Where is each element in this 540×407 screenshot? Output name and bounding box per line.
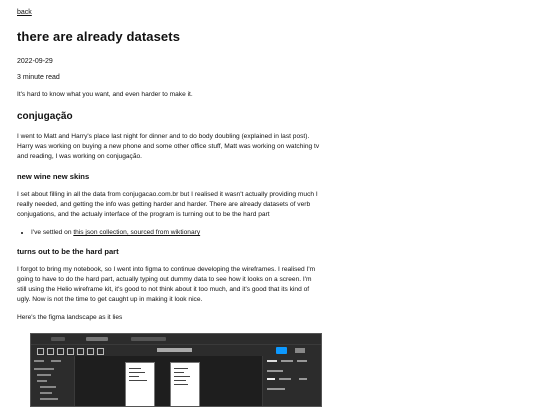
screenshot-canvas [75, 356, 262, 406]
resource-list [17, 228, 200, 238]
page-title: there are already datasets [17, 29, 181, 44]
figure-caption: Here's the figma landscape as it lies [17, 314, 123, 321]
list-item [31, 228, 200, 238]
screenshot-layers-panel [31, 356, 75, 406]
screenshot-design-panel [262, 356, 322, 406]
section-heading-conjugacao: conjugação [17, 111, 73, 122]
paragraph-conjugacao: I went to Matt and Harry's place last night for dinner and to do body doubling (explained in last post). Harry was working on buying a new phone and some other office stuff, Matt was working on watching tv and reading, I was working on conjugação. [17, 133, 320, 160]
paragraph-hard-part: I forgot to bring my notebook, so I went into figma to continue developing the wireframes. I realised I'm going to have to do the hard part, actually typing out dummy data to see how it looks on a screen. I'm still using the Helio wireframe kit, it's good to not think about it too much, and it's good that its kind of ugly. Now is not the time to get caught up in making it look nice. [17, 266, 316, 303]
list-item-prefix: I've settled on [31, 229, 74, 236]
section-heading-hard-part: turns out to be the hard part [17, 247, 119, 256]
json-collection-link[interactable]: this json collection, sourced from wiktionary [73, 229, 201, 236]
post-date: 2022-09-29 [17, 58, 53, 65]
section-heading-new-wine: new wine new skins [17, 172, 90, 181]
figma-screenshot-image [30, 333, 322, 407]
intro-text: It's hard to know what you want, and even harder to make it. [17, 91, 193, 98]
paragraph-new-wine: I set about filling in all the data from conjugacao.com.br but I realised it wasn't actually providing much I really needed, and getting the info was getting harder and harder. There are already datasets of verb conjugations, and the actualy interface of the program is turning out to be the hard part [17, 191, 318, 218]
back-link[interactable]: back [17, 9, 32, 16]
read-time: 3 minute read [17, 74, 60, 81]
screenshot-tab-bar [31, 334, 321, 344]
